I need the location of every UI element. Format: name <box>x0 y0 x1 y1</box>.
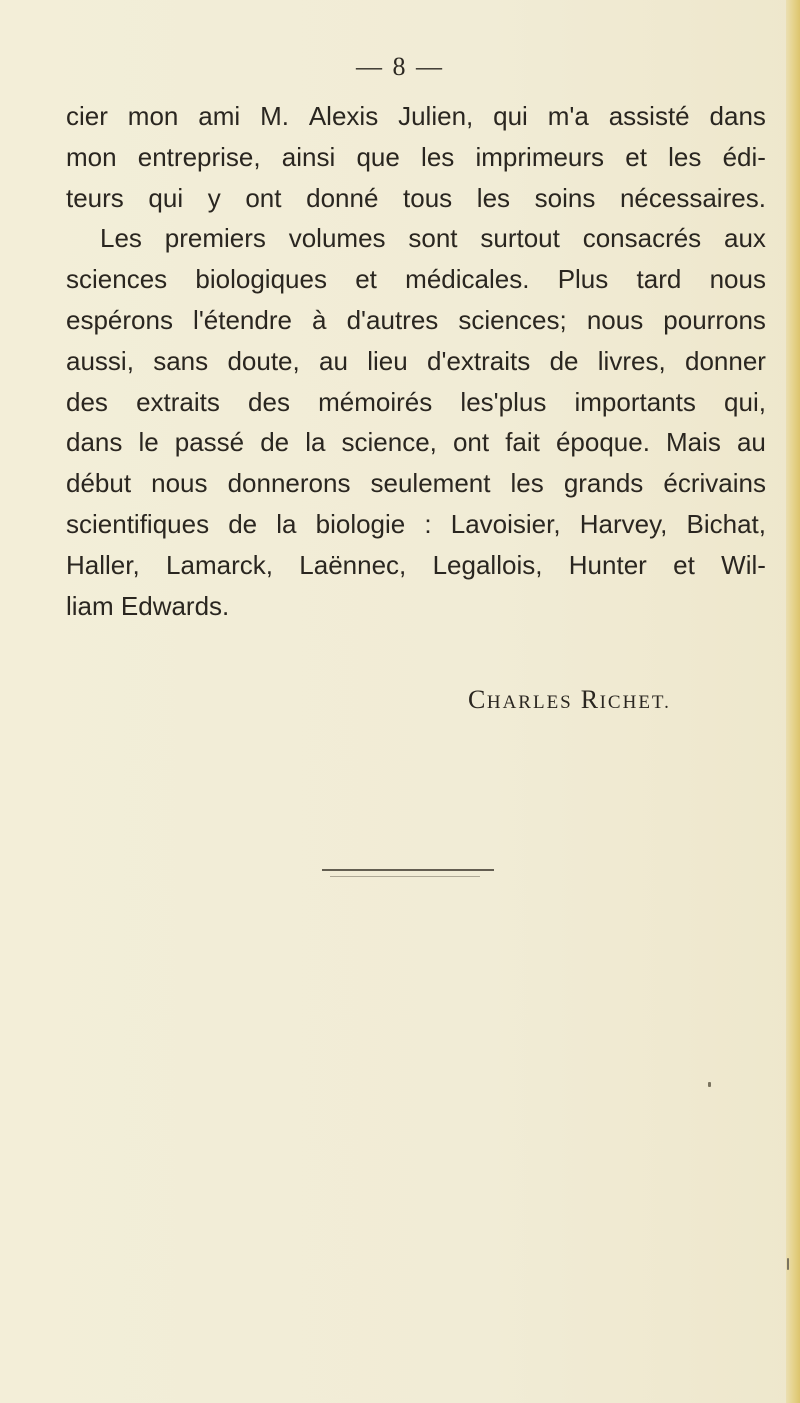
word: Harvey, <box>579 508 668 539</box>
word: sans <box>153 345 209 376</box>
text-line <box>66 300 766 341</box>
text-line <box>66 137 766 178</box>
page-edge <box>786 0 800 1403</box>
word: entreprise, <box>137 141 261 172</box>
word: les'plus <box>460 386 547 417</box>
signature-last-name: ICHET. <box>599 692 671 713</box>
word: Lavoisier, <box>450 508 561 539</box>
word: début <box>66 468 132 499</box>
text-line <box>66 504 766 545</box>
section-divider <box>322 869 494 871</box>
word: ami <box>198 101 241 131</box>
word: pourrons <box>663 304 766 335</box>
paper-speck <box>708 1082 711 1087</box>
word: surtout <box>480 223 560 254</box>
word: Laënnec, <box>299 549 407 580</box>
word: des <box>66 386 108 417</box>
word: la <box>276 508 297 539</box>
word: les <box>510 468 544 499</box>
word: biologiques <box>195 264 327 295</box>
word: les <box>476 182 511 213</box>
word: qui <box>148 182 184 213</box>
word: seulement <box>370 468 491 499</box>
signature-initial: R <box>580 685 600 714</box>
word: de <box>260 427 290 458</box>
word: sciences; <box>458 304 567 335</box>
word: et <box>355 264 377 295</box>
paper-speck <box>787 1258 789 1270</box>
word: qui <box>493 101 528 131</box>
signature-initial: C <box>468 685 487 714</box>
word: Mais <box>665 427 721 458</box>
text-line: liam Edwards. <box>66 590 230 621</box>
text-line <box>66 218 766 259</box>
word: donner <box>684 345 766 376</box>
word: Alexis <box>308 101 379 131</box>
word: Wil- <box>721 549 766 580</box>
word: y <box>207 182 221 213</box>
word: sciences <box>66 264 168 295</box>
word: ainsi <box>281 141 336 172</box>
word: écrivains <box>663 468 766 499</box>
word: donnerons <box>227 468 351 499</box>
word: Haller, <box>66 549 140 580</box>
word: de <box>549 345 579 376</box>
word: Legallois, <box>432 549 543 580</box>
signature-first-name: HARLES <box>486 692 573 713</box>
text-line <box>66 178 766 219</box>
word: nous <box>586 304 644 335</box>
word: mon <box>66 141 117 172</box>
word: Bichat, <box>686 508 766 539</box>
text-line <box>66 545 766 586</box>
word: m'a <box>547 101 589 131</box>
word: de <box>228 508 258 539</box>
word: dans <box>66 427 123 458</box>
word: époque. <box>555 427 650 458</box>
word: Plus <box>557 264 609 295</box>
word: nous <box>151 468 208 499</box>
text-line <box>66 341 766 382</box>
text-line <box>66 463 766 504</box>
word: donné <box>306 182 379 213</box>
word: aux <box>724 223 766 254</box>
body-text <box>66 96 766 626</box>
word: volumes <box>288 223 386 254</box>
word: que <box>356 141 400 172</box>
word: soins <box>534 182 596 213</box>
word: : <box>424 508 432 539</box>
word: nous <box>709 264 766 295</box>
word: à <box>312 304 327 335</box>
word: d'autres <box>346 304 439 335</box>
word: les <box>668 141 702 172</box>
word: les <box>421 141 455 172</box>
word: imprimeurs <box>475 141 605 172</box>
author-signature <box>468 685 671 715</box>
word: espérons <box>66 304 173 335</box>
word: et <box>625 141 647 172</box>
word: livres, <box>597 345 666 376</box>
word: cier <box>66 101 108 131</box>
word: science, <box>341 427 437 458</box>
word: tard <box>636 264 682 295</box>
word: importants <box>574 386 696 417</box>
text-line <box>66 259 766 300</box>
word: scientifiques <box>66 508 210 539</box>
word: médicales. <box>405 264 530 295</box>
word: l'étendre <box>193 304 292 335</box>
word: lieu <box>367 345 408 376</box>
word: ont <box>245 182 282 213</box>
word: biologie <box>315 508 406 539</box>
word: assisté <box>608 101 690 131</box>
word: qui, <box>724 386 766 417</box>
word: au <box>736 427 766 458</box>
word: ont <box>452 427 490 458</box>
word: teurs <box>66 182 124 213</box>
word: Lamarck, <box>166 549 273 580</box>
word: d'extraits <box>427 345 531 376</box>
text-line <box>66 422 766 463</box>
word: grands <box>563 468 644 499</box>
word: nécessaires. <box>619 182 766 213</box>
word: fait <box>505 427 540 458</box>
word: mémoirés <box>318 386 433 417</box>
word: des <box>248 386 290 417</box>
word: Hunter <box>568 549 647 580</box>
word: Les <box>100 223 142 254</box>
word: le <box>138 427 159 458</box>
word: M. <box>260 101 289 131</box>
word: Julien, <box>398 101 474 131</box>
word: mon <box>127 101 179 131</box>
word: aussi, <box>66 345 134 376</box>
word: consacrés <box>582 223 702 254</box>
word: édi- <box>722 141 766 172</box>
word: premiers <box>164 223 266 254</box>
section-divider-shadow <box>330 876 480 877</box>
word: doute, <box>227 345 300 376</box>
word: extraits <box>136 386 220 417</box>
text-line <box>66 96 766 137</box>
word: la <box>305 427 326 458</box>
word: sont <box>408 223 458 254</box>
word: au <box>319 345 348 376</box>
word: tous <box>403 182 453 213</box>
page-number: — 8 — <box>356 52 444 81</box>
text-line <box>66 382 766 423</box>
word: dans <box>709 101 766 131</box>
word: et <box>673 549 695 580</box>
word: passé <box>174 427 245 458</box>
